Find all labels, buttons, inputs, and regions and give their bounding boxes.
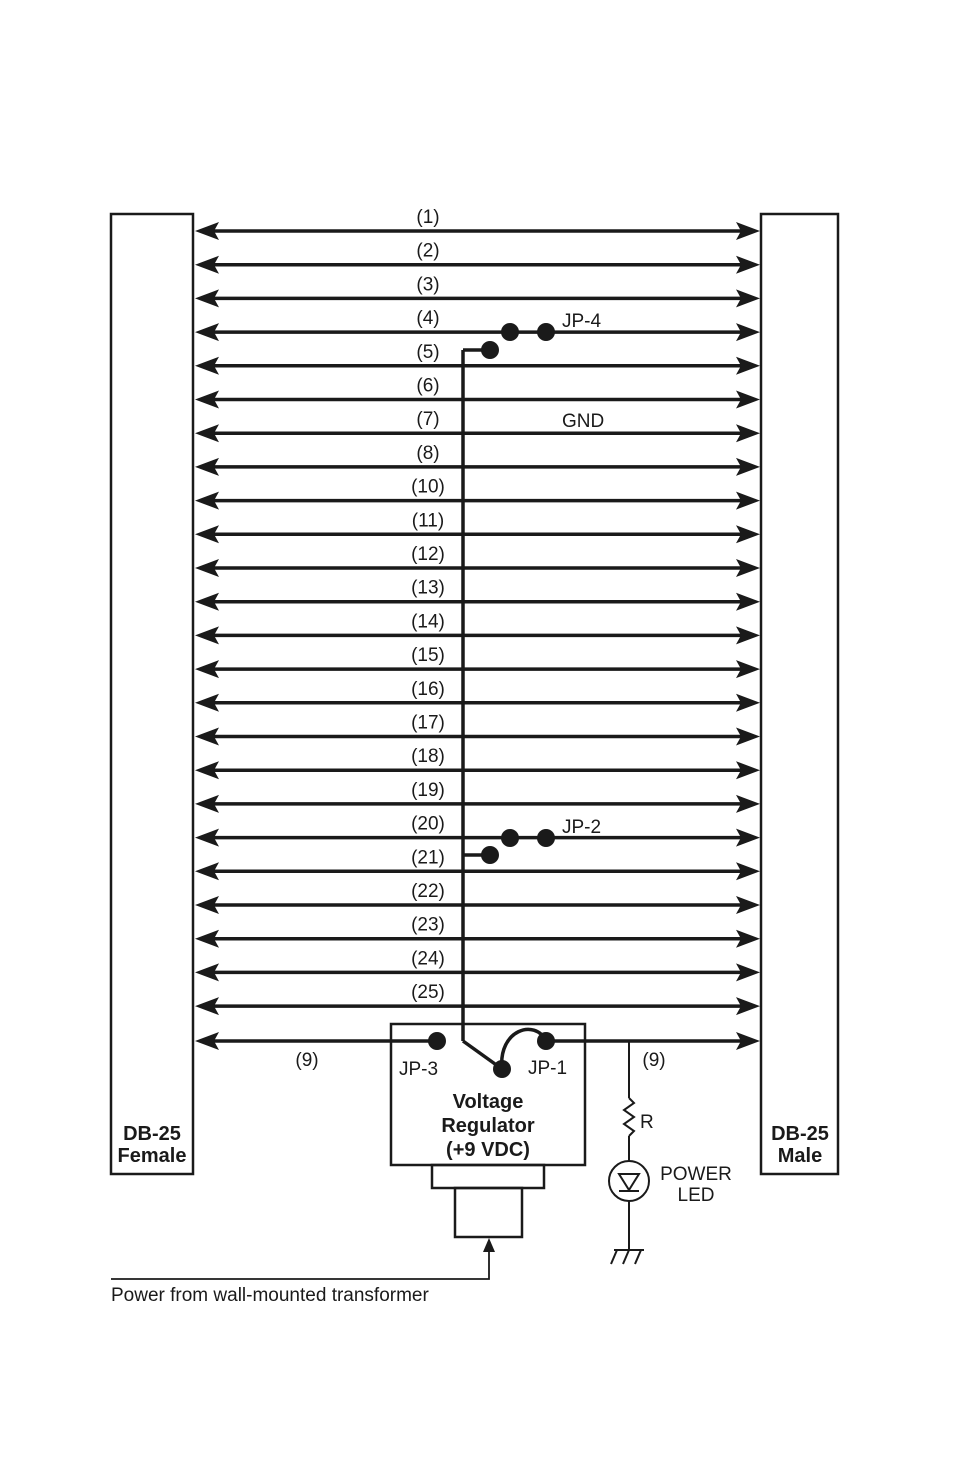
pin-9-left-line [195, 1032, 437, 1050]
female-connector-sublabel: Female [117, 1145, 187, 1167]
pin-label: (5) [416, 341, 440, 363]
vertical-bus-wire [463, 350, 502, 1069]
pin-line-3 [195, 274, 760, 307]
pin-label: (21) [411, 847, 445, 869]
pin-line-22 [195, 881, 760, 914]
pin-label: (14) [411, 611, 445, 633]
male-connector-label: DB-25 [771, 1123, 829, 1145]
pin-9-right-label: (9) [642, 1050, 666, 1071]
pin-label: (13) [411, 577, 445, 599]
jp1-label: JP-1 [528, 1058, 568, 1079]
male-connector-sublabel: Male [777, 1145, 823, 1167]
pin-label: (24) [411, 948, 445, 970]
power-caption: Power from wall-mounted transformer [111, 1285, 429, 1306]
pin-line-4 [195, 308, 760, 341]
pin-9-right-line [546, 1032, 760, 1050]
pin-line-12 [195, 544, 760, 577]
pin-label: (20) [411, 813, 445, 835]
pin-label: (23) [411, 914, 445, 936]
pin-line-1 [195, 207, 760, 240]
led-label-1: POWER [660, 1164, 732, 1185]
pin-label: (25) [411, 982, 445, 1004]
pin-label: (17) [411, 712, 445, 734]
jp2-jumper [481, 829, 555, 864]
pin-line-6 [195, 376, 760, 409]
pin-line-18 [195, 746, 760, 779]
pin-label: (10) [411, 476, 445, 498]
pin-label: (11) [411, 510, 445, 532]
pin-9-left-label: (9) [295, 1050, 319, 1071]
resistor-symbol [624, 1041, 634, 1161]
gnd-label: GND [562, 411, 605, 432]
pin-line-2 [195, 241, 760, 274]
pin-label: (15) [411, 645, 445, 667]
power-jack [455, 1188, 522, 1237]
led-label-2: LED [677, 1185, 715, 1206]
pin-line-21 [195, 847, 760, 880]
pin-label: (16) [411, 678, 445, 700]
ground-icon [611, 1250, 644, 1264]
pin-label: (6) [416, 375, 440, 397]
jp3-label: JP-3 [399, 1059, 439, 1080]
pin-line-16 [195, 679, 760, 712]
pin-line-13 [195, 578, 760, 611]
regulator-neck [432, 1165, 544, 1188]
db25-male-connector [761, 214, 838, 1174]
pin-line-23 [195, 915, 760, 948]
regulator-label-2: Regulator [441, 1115, 535, 1137]
pin-label: (22) [411, 881, 445, 902]
pin-line-8 [195, 443, 760, 476]
db25-female-connector [111, 214, 193, 1174]
pin-line-11 [195, 510, 760, 543]
pin-line-17 [195, 713, 760, 746]
pin-line-19 [195, 780, 760, 813]
pin-label: (7) [416, 409, 440, 431]
pin-label: (12) [411, 544, 445, 565]
pin-line-25 [195, 982, 760, 1015]
pin-line-7 [195, 409, 760, 442]
pin-line-24 [195, 948, 760, 981]
pin-lines [195, 207, 760, 1015]
power-led-icon [609, 1161, 649, 1250]
resistor-label: R [640, 1112, 654, 1133]
power-input-arrow [111, 1238, 495, 1279]
jp4-label: JP-4 [562, 311, 602, 332]
pin-label: (4) [416, 308, 440, 330]
pin-label: (2) [416, 240, 440, 262]
pin-line-10 [195, 477, 760, 510]
female-connector-label: DB-25 [123, 1123, 181, 1145]
regulator-label-3: (+9 VDC) [446, 1139, 530, 1161]
pin-line-5 [195, 342, 760, 375]
pin-label: (18) [411, 746, 445, 768]
pin-line-14 [195, 611, 760, 644]
pin-line-15 [195, 645, 760, 678]
pin-line-20 [195, 814, 760, 847]
pin-label: (8) [416, 442, 440, 464]
jp4-jumper [481, 323, 555, 359]
pin-label: (3) [416, 274, 440, 296]
pin-label: (19) [411, 779, 445, 801]
regulator-label-1: Voltage [452, 1091, 524, 1113]
jp2-label: JP-2 [562, 817, 602, 838]
pin-label: (1) [416, 207, 440, 228]
